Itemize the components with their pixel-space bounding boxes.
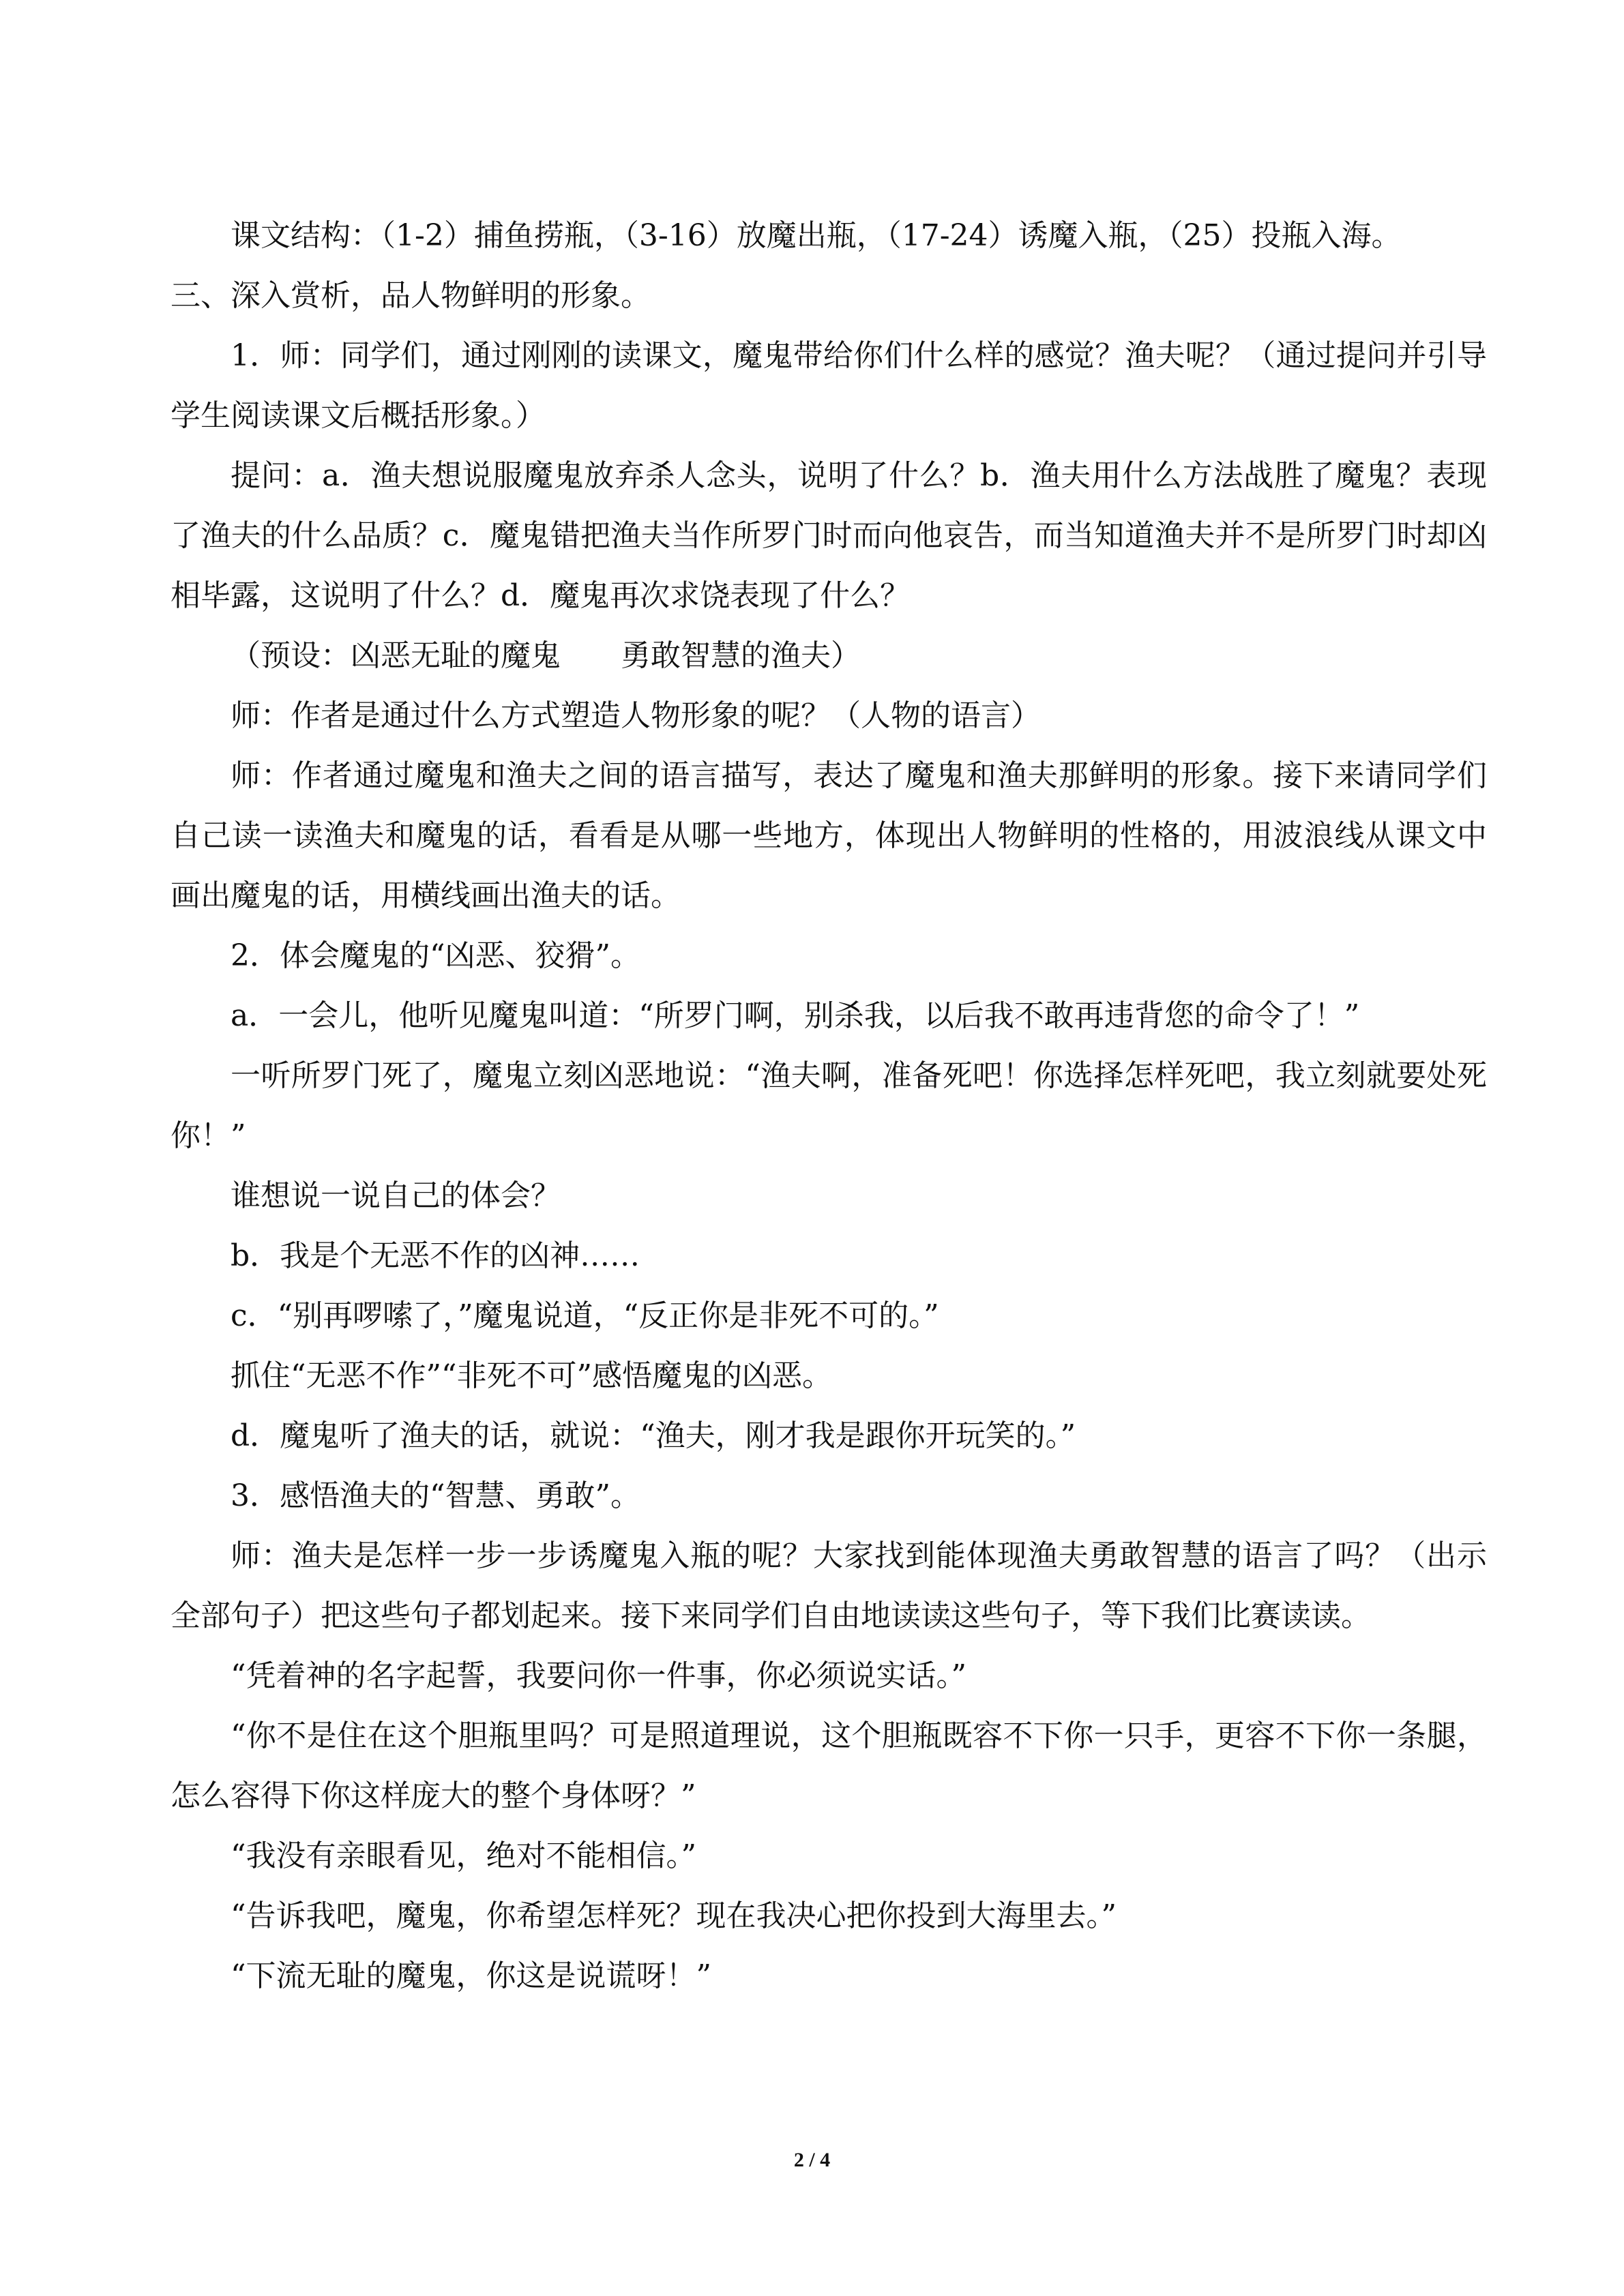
quote-fisherman-5: “下流无耻的魔鬼，你这是说谎呀！” xyxy=(231,1958,711,1993)
quote-a: a．一会儿，他听见魔鬼叫道：“所罗门啊，别杀我，以后我不敢再违背您的命令了！” xyxy=(231,998,1360,1033)
paragraph-questions: 提问：a．渔夫想说服魔鬼放弃杀人念头，说明了什么？b．渔夫用什么方法战胜了魔鬼？表现了渔夫的什么品质？c．魔鬼错把渔夫当作所罗门时而向他哀告，而当知道渔夫并不是所罗门时却凶相毕露，这说明了什么？d．魔鬼再次求饶表现了什么？ xyxy=(171,458,1487,613)
document-body xyxy=(171,206,1487,2006)
quote-fisherman-2: “你不是住在这个胆瓶里吗？可是照道理说，这个胆瓶既容不下你一只手，更容不下你一条腿，怎么容得下你这样庞大的整个身体呀？” xyxy=(171,1718,1487,1813)
prompt-experience: 谁想说一说自己的体会？ xyxy=(231,1178,561,1213)
quote-fisherman-3: “我没有亲眼看见，绝对不能相信。” xyxy=(231,1838,696,1873)
quote-a-continued: 一听所罗门死了，魔鬼立刻凶恶地说：“渔夫啊，准备死吧！你选择怎样死吧，我立刻就要处死你！” xyxy=(171,1058,1487,1153)
page-number: 2 / 4 xyxy=(793,2149,831,2171)
quote-d: d．魔鬼听了渔夫的话，就说：“渔夫，刚才我是跟你开玩笑的。” xyxy=(231,1418,1076,1453)
paragraph-teacher-lure: 师：渔夫是怎样一步一步诱魔鬼入瓶的呢？大家找到能体现渔夫勇敢智慧的语言了吗？（出示全部句子）把这些句子都划起来。接下来同学们自由地读读这些句子，等下我们比赛读读。 xyxy=(171,1538,1487,1633)
paragraph-structure: 课文结构：（1-2）捕鱼捞瓶，（3-16）放魔出瓶，（17-24）诱魔入瓶，（25）投瓶入海。 xyxy=(231,218,1402,253)
subheading-fisherman: 3．感悟渔夫的“智慧、勇敢”。 xyxy=(231,1478,640,1513)
paragraph-insight-evil: 抓住“无恶不作”“非死不可”感悟魔鬼的凶恶。 xyxy=(231,1358,832,1393)
quote-fisherman-4: “告诉我吧，魔鬼，你希望怎样死？现在我决心把你投到大海里去。” xyxy=(231,1898,1117,1933)
section-heading-3: 三、深入赏析，品人物鲜明的形象。 xyxy=(171,278,651,313)
quote-c: c．“别再啰嗦了，”魔鬼说道，“反正你是非死不可的。” xyxy=(231,1298,939,1333)
quote-fisherman-1: “凭着神的名字起誓，我要问你一件事，你必须说实话。” xyxy=(231,1658,966,1693)
paragraph-preset: （预设：凶恶无耻的魔鬼 勇敢智慧的渔夫） xyxy=(231,638,861,673)
subheading-demon: 2．体会魔鬼的“凶恶、狡猾”。 xyxy=(231,938,640,973)
paragraph-teacher-language: 师：作者通过魔鬼和渔夫之间的语言描写，表达了魔鬼和渔夫那鲜明的形象。接下来请同学们自己读一读渔夫和魔鬼的话，看看是从哪一些地方，体现出人物鲜明的性格的，用波浪线从课文中画出魔鬼的话，用横线画出渔夫的话。 xyxy=(171,758,1487,913)
quote-b: b．我是个无恶不作的凶神…… xyxy=(231,1238,640,1273)
paragraph-teacher-question-1: 1．师：同学们，通过刚刚的读课文，魔鬼带给你们什么样的感觉？渔夫呢？（通过提问并引导学生阅读课文后概括形象。） xyxy=(171,338,1487,433)
paragraph-teacher-method: 师：作者是通过什么方式塑造人物形象的呢？（人物的语言） xyxy=(231,698,1041,733)
